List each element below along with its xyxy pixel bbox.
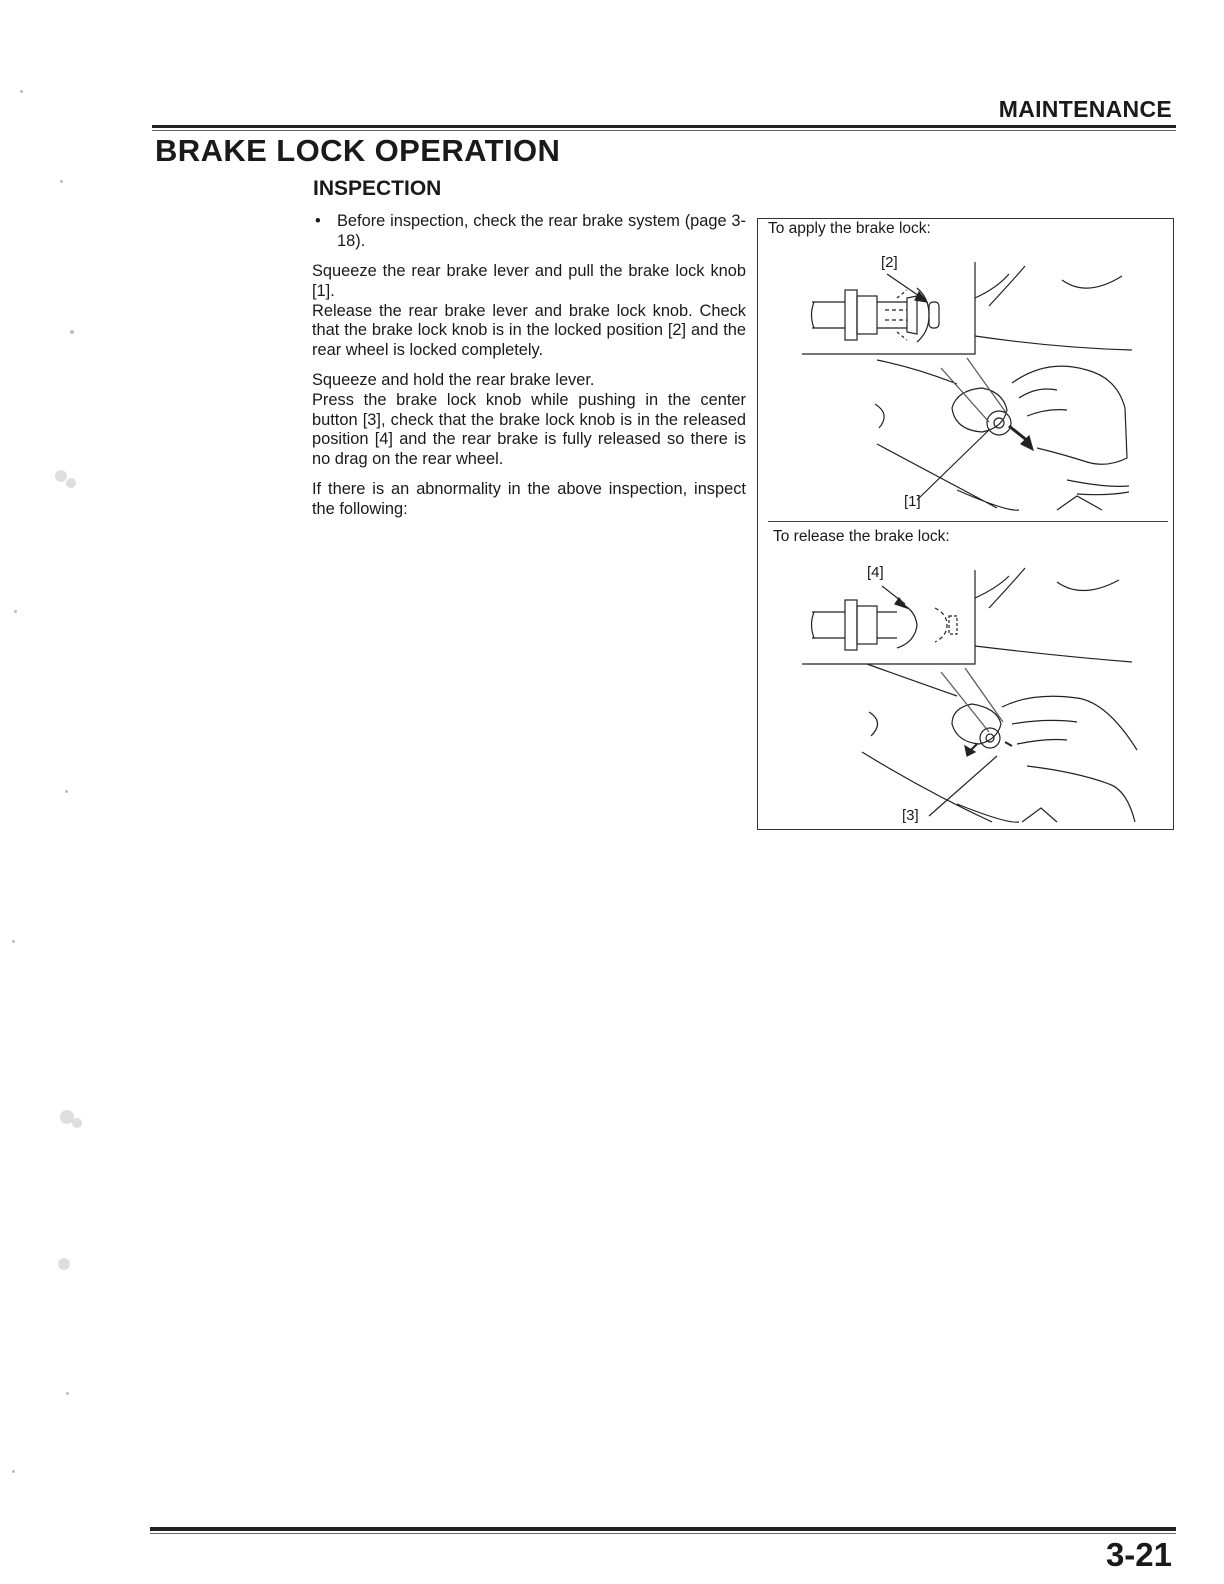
release-caption: To release the brake lock: xyxy=(773,528,950,545)
subsection-title: INSPECTION xyxy=(313,177,442,200)
release-illustration xyxy=(757,522,1174,830)
paragraph-apply: Squeeze the rear brake lever and pull the brake lock knob [1]. Release the rear brake lever and brake lock knob. Check that the brake lock knob is in the locked position [2] and the rear wheel is locked completely. xyxy=(312,262,746,360)
footer-rule xyxy=(150,1527,1176,1531)
scan-speckle xyxy=(0,0,100,1584)
bullet-item xyxy=(312,212,746,252)
apply-caption: To apply the brake lock: xyxy=(768,220,931,237)
callout-3-label: [3] xyxy=(902,807,919,824)
section-label: MAINTENANCE xyxy=(998,96,1172,122)
header-rule xyxy=(152,125,1176,128)
apply-illustration xyxy=(757,218,1174,518)
bullet-text: Before inspection, check the rear brake system (page 3-18). xyxy=(337,212,746,250)
callout-2-label: [2] xyxy=(881,254,898,271)
paragraph-abnormality: If there is an abnormality in the above inspection, inspect the following: xyxy=(312,480,746,518)
callout-1-label: [1] xyxy=(904,493,921,510)
paragraph-release: Squeeze and hold the rear brake lever. Press the brake lock knob while pushing in the center button [3], check that the brake lock knob is in the released position [4] and the rear brake is fully released so there is no drag on the rear wheel. xyxy=(312,371,746,469)
callout-4-label: [4] xyxy=(867,564,884,581)
footer-rule-thin xyxy=(150,1533,1176,1534)
page-number: 3-21 xyxy=(1105,1536,1172,1573)
header-rule-thin xyxy=(152,130,1176,131)
page-title: BRAKE LOCK OPERATION xyxy=(155,133,561,168)
bullet-dot: • xyxy=(315,212,321,230)
